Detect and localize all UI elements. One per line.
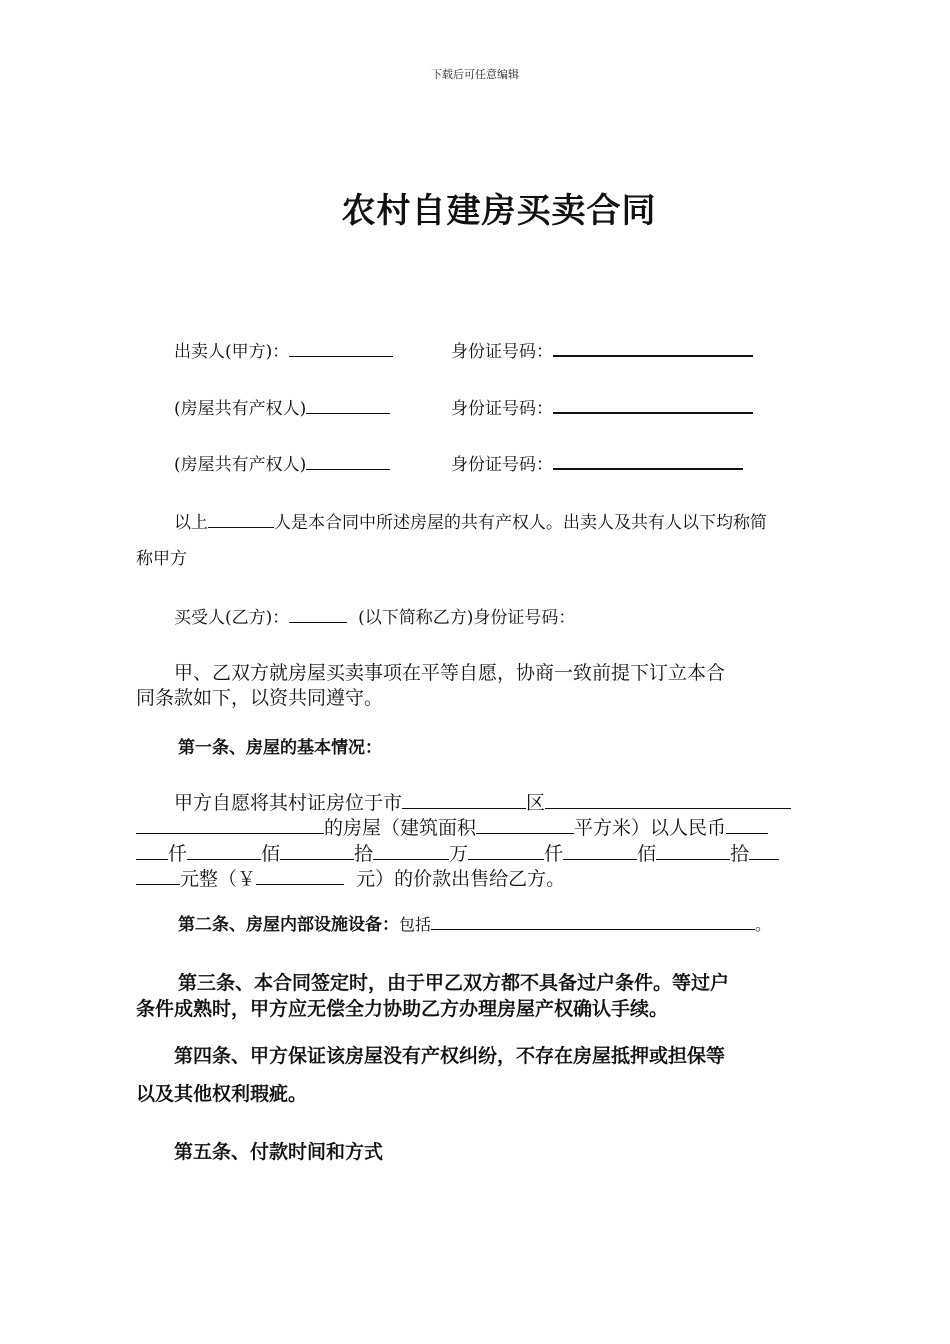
amount-blank [749,840,779,860]
seller-name-blank [289,339,393,357]
price-suffix: 元）的价款出售给乙方。 [356,868,566,890]
coowners-summary-line2: 称甲方 [136,549,187,569]
id-label: 身份证号码： [451,455,553,475]
unit-qian: 仟 [168,843,188,865]
currency-text: 平方米）以人民币 [574,817,727,839]
district-label: 区 [526,792,546,814]
preamble-line2: 同条款如下，以资共同遵守。 [136,687,384,709]
unit-bai: 佰 [261,843,281,865]
document-title: 农村自建房买卖合同 [341,191,657,231]
district-blank [545,789,791,809]
article1-line4 [136,864,565,891]
preamble-line1: 甲、乙双方就房屋买卖事项在平等自愿，协商一致前提下订立本合 [174,662,726,684]
seller-row [174,337,393,362]
unit-shi: 拾 [730,843,750,865]
unit-bai: 佰 [637,843,657,865]
coowner2-name-blank [306,452,390,470]
coowner1-row [174,394,390,419]
area-blank [476,814,574,834]
article1-heading: 第一条、房屋的基本情况： [178,738,382,758]
coowner1-id-blank [553,395,753,414]
article1-line3 [136,839,779,866]
buyer-suffix: (以下简称乙方)身份证号码： [358,608,576,628]
amount-blank [656,840,730,860]
article2-heading: 第二条、房屋内部设施设备： [178,915,399,935]
amount-blank [468,840,544,860]
coowner2-id-row [451,450,743,475]
article3-line2: 条件成熟时，甲方应无偿全力协助乙方办理房屋产权确认手续。 [136,998,669,1020]
buyer-row [174,603,575,628]
page-header-note: 下载后可任意编辑 [431,68,519,81]
coowners-summary-line1 [174,508,767,533]
article2-end: 。 [755,915,772,934]
coowner1-id-row [451,394,753,419]
city-blank [402,789,526,809]
seller-label: 出卖人(甲方)： [174,342,290,362]
article2-row [178,910,771,935]
coowner1-name-blank [306,396,390,414]
amount-blank [726,814,768,834]
article4-line2: 以及其他权利瑕疵。 [136,1083,308,1105]
article1-line1 [174,788,791,815]
address-blank [136,814,324,834]
coowner2-id-blank [553,451,743,470]
unit-shi: 拾 [354,843,374,865]
article5-heading: 第五条、付款时间和方式 [174,1141,384,1163]
seller-id-row [451,337,753,362]
coowner1-label: (房屋共有产权人) [174,399,307,419]
buyer-name-blank [289,605,347,623]
amount-blank [136,840,168,860]
article2-prefix: 包括 [399,915,432,934]
id-label: 身份证号码： [451,399,553,419]
amount-blank [280,840,354,860]
summary-prefix: 以上 [174,513,208,533]
amount-blank [187,840,261,860]
article1-location-text: 甲方自愿将其村证房位于市 [174,792,403,814]
price-number-blank [256,865,344,885]
seller-id-blank [553,338,753,357]
amount-blank [563,840,637,860]
buyer-label: 买受人(乙方)： [174,608,290,628]
article1-line2 [136,813,768,840]
yuan-text: 元整（￥ [180,868,257,890]
coowner-count-blank [208,510,274,528]
coowner2-label: (房屋共有产权人) [174,455,307,475]
area-text: 的房屋（建筑面积 [324,817,477,839]
unit-qian: 仟 [544,843,564,865]
id-label: 身份证号码： [451,342,553,362]
unit-wan: 万 [449,843,469,865]
article3-line1: 第三条、本合同签定时，由于甲乙双方都不具备过户条件。等过户 [178,972,730,994]
amount-blank [373,840,449,860]
amount-blank [136,865,180,885]
facilities-blank [431,913,755,930]
coowner2-row [174,450,390,475]
summary-text: 人是本合同中所述房屋的共有产权人。出卖人及共有人以下均称简 [274,513,767,533]
article4-line1: 第四条、甲方保证该房屋没有产权纠纷，不存在房屋抵押或担保等 [174,1045,726,1067]
